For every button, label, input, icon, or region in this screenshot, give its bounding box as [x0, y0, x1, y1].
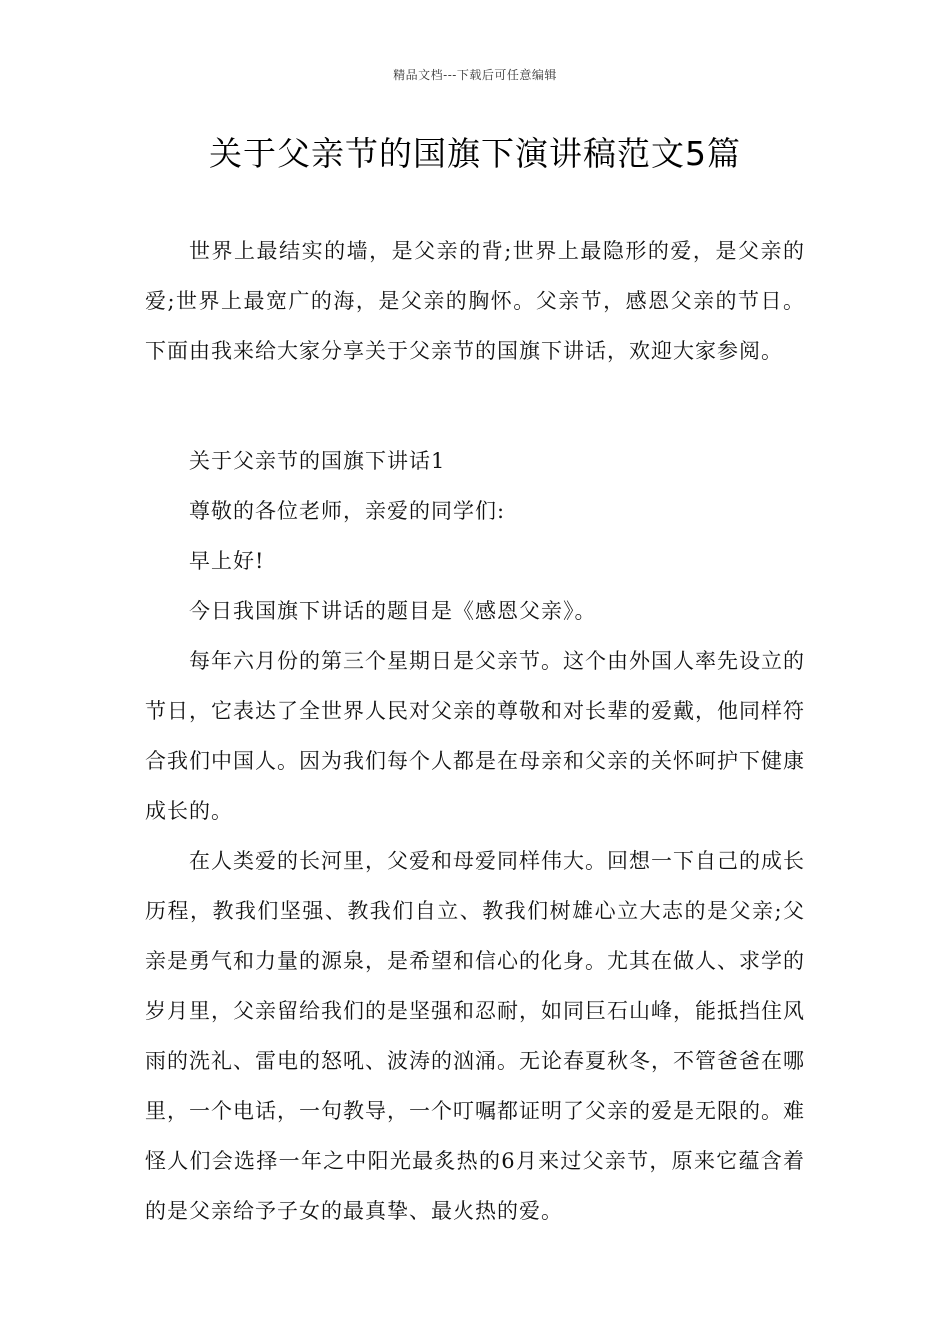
header-note: 精品文档---下载后可任意编辑: [393, 68, 557, 82]
document-title: 关于父亲节的国旗下演讲稿范文5篇: [209, 134, 741, 173]
section-heading: 关于父亲节的国旗下讲话1: [189, 449, 446, 473]
speech-topic: 今日我国旗下讲话的题目是《感恩父亲》。: [189, 599, 597, 623]
body-paragraph-2: 在人类爱的长河里，父爱和母爱同样伟大。回想一下自己的成长历程，教我们坚强、教我们自立、教我们树雄心立大志的是父亲;父亲是勇气和力量的源泉，是希望和信心的化身。尤其在做人、求学的岁月里，父亲留给我们的是坚强和忍耐，如同巨石山峰，能抵挡住风雨的洗礼、雷电的怒吼、波涛的汹涌。无论春夏秋冬，不管爸爸在哪里，一个电话，一句教导，一个叮嘱都证明了父亲的爱是无限的。难怪人们会选择一年之中阳光最炙热的6月来过父亲节，原来它蕴含着的是父亲给予子女的最真挚、最火热的爱。: [145, 849, 805, 1223]
intro-paragraph: 世界上最结实的墙，是父亲的背;世界上最隐形的爱，是父亲的爱;世界上最宽广的海，是父亲的胸怀。父亲节，感恩父亲的节日。下面由我来给大家分享关于父亲节的国旗下讲话，欢迎大家参阅。: [145, 239, 805, 363]
greeting: 早上好!: [189, 549, 265, 573]
body-paragraph-1: 每年六月份的第三个星期日是父亲节。这个由外国人率先设立的节日，它表达了全世界人民对父亲的尊敬和对长辈的爱戴，他同样符合我们中国人。因为我们每个人都是在母亲和父亲的关怀呵护下健康成长的。: [145, 649, 805, 823]
document-body: [145, 226, 805, 1236]
salutation: 尊敬的各位老师，亲爱的同学们:: [189, 499, 506, 523]
section-gap: [145, 376, 805, 436]
